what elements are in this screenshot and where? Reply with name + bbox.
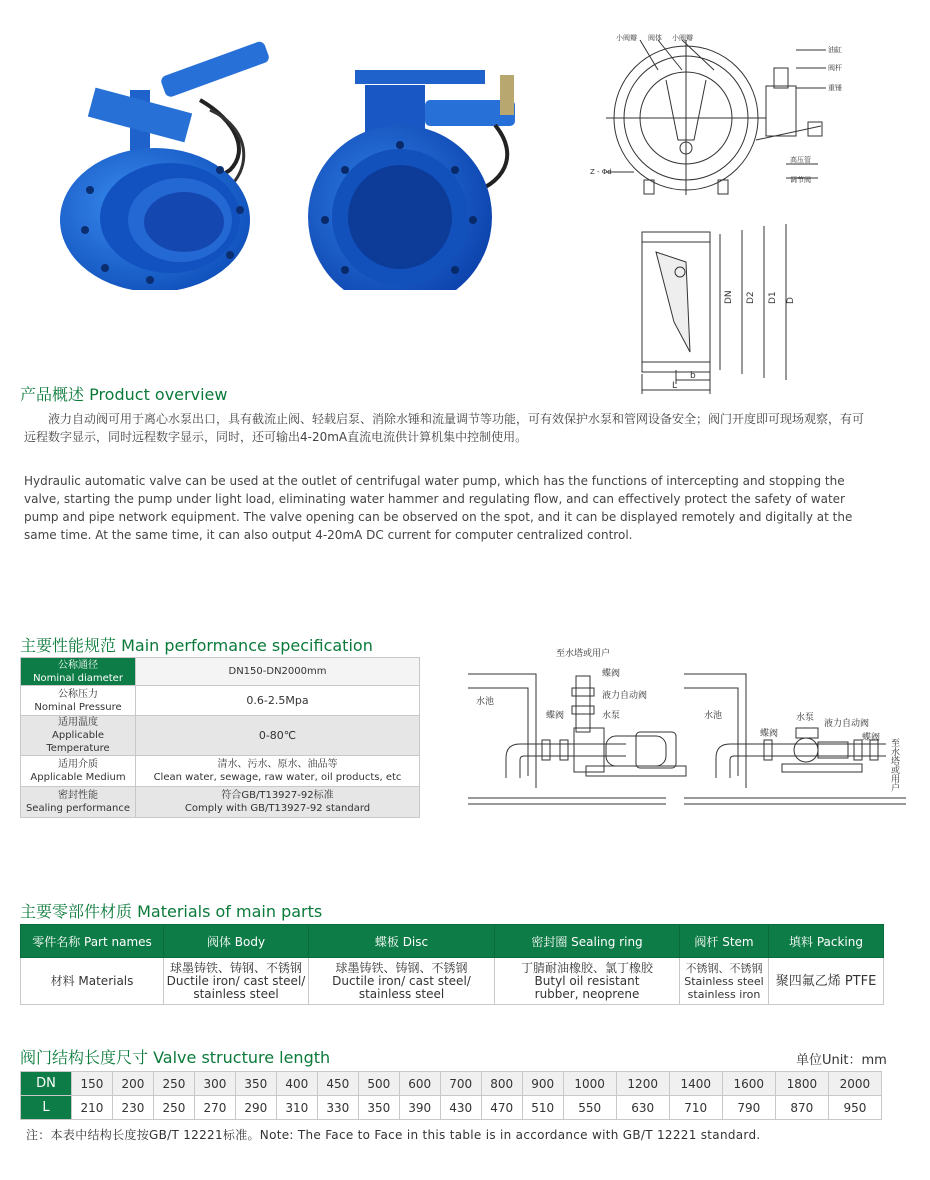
spec-value-line: 0-80℃ xyxy=(258,729,297,742)
length-dn-cell: 1000 xyxy=(563,1072,616,1096)
materials-cell xyxy=(495,958,680,1005)
spec-value xyxy=(136,686,420,716)
install-hydraulic-valve-right: 液力自动阀 xyxy=(824,719,870,729)
length-l-cell: 710 xyxy=(669,1096,722,1120)
label-small-valve-2: 小阀瓣 xyxy=(672,34,693,42)
label-valve-stem: 阀杆 xyxy=(828,64,842,72)
length-l-cell: 290 xyxy=(235,1096,276,1120)
spec-key xyxy=(21,686,136,716)
length-l-cell: 330 xyxy=(317,1096,358,1120)
length-dn-cell: 1400 xyxy=(669,1072,722,1096)
length-l-cell: 210 xyxy=(72,1096,113,1120)
length-l-cell: 230 xyxy=(112,1096,153,1120)
label-l: L xyxy=(672,381,678,391)
length-l-cell: 270 xyxy=(194,1096,235,1120)
spec-table xyxy=(20,657,420,818)
label-small-valve-1: 小阀瓣 xyxy=(616,34,637,42)
length-dn-cell: 1200 xyxy=(616,1072,669,1096)
length-dn-row xyxy=(21,1072,882,1096)
materials-row xyxy=(21,958,884,1005)
materials-cell xyxy=(164,958,309,1005)
spec-value-line: 清水、污水、原水、油品等 xyxy=(217,759,338,770)
install-pump-right: 水泵 xyxy=(796,713,815,723)
length-table xyxy=(20,1071,882,1120)
length-l-cell: 350 xyxy=(358,1096,399,1120)
spec-row xyxy=(21,787,420,818)
spec-value-line: DN150-DN2000mm xyxy=(228,666,327,677)
label-z-phi-d: Z - Φd xyxy=(590,168,612,176)
materials-title: 主要零部件材质 Materials of main parts xyxy=(20,902,323,921)
length-dn-cell: 400 xyxy=(276,1072,317,1096)
overview-title: 产品概述 Product overview xyxy=(20,385,228,404)
label-dn: DN xyxy=(724,290,734,304)
length-l-cell: 630 xyxy=(616,1096,669,1120)
label-b: b xyxy=(690,371,696,381)
materials-cell-line: rubber, neoprene xyxy=(534,986,640,1001)
spec-key-cn: 公称压力 xyxy=(58,688,98,700)
materials-cell-line: Ductile iron/ cast steel/ xyxy=(166,973,306,988)
length-dn-cell: 450 xyxy=(317,1072,358,1096)
spec-key-cn: 密封性能 xyxy=(58,790,98,801)
length-dn-cell: 500 xyxy=(358,1072,399,1096)
length-l-cell: 470 xyxy=(481,1096,522,1120)
length-dn-cell: 900 xyxy=(522,1072,563,1096)
length-note: 注：本表中结构长度按GB/T 12221标准。Note: The Face to Face in this table is in accordance with GB/T 12221 standard. xyxy=(26,1128,761,1142)
length-dn-cell: 2000 xyxy=(828,1072,881,1096)
length-dn-cell: 350 xyxy=(235,1072,276,1096)
length-l-cell: 510 xyxy=(522,1096,563,1120)
spec-key-en: Applicable Medium xyxy=(30,772,126,783)
length-dn-label: DN xyxy=(21,1072,72,1096)
materials-cell-line: stainless iron xyxy=(687,987,761,1001)
length-l-row xyxy=(21,1096,882,1120)
overview-cn-text: 液力自动阀可用于离心水泵出口，具有截流止阀、轻载启泵、消除水锤和流量调节等功能，可有效保护水泵和管网设备安全；阀门开度即可现场观察，有可远程数字显示，同时远程数字显示，同时，还可输出4-20mA直流电流供计算机集中控制使用。 xyxy=(24,412,865,444)
spec-key-en: Applicable Temperature xyxy=(46,730,110,754)
length-l-cell: 870 xyxy=(775,1096,828,1120)
spec-row xyxy=(21,686,420,716)
spec-key xyxy=(21,716,136,756)
length-l-label: L xyxy=(21,1096,72,1120)
valve-photo-right xyxy=(305,45,535,290)
length-dn-cell: 250 xyxy=(153,1072,194,1096)
materials-cell-line: Butyl oil resistant xyxy=(534,973,640,988)
install-to-tower-vertical: 至水塔或用户 xyxy=(889,738,899,792)
install-butterfly-valve-left: 蝶阀 xyxy=(546,711,565,721)
length-l-cell: 250 xyxy=(153,1096,194,1120)
spec-key-en: Nominal diameter xyxy=(33,672,123,684)
spec-key-en: Sealing performance xyxy=(25,803,131,814)
materials-header: 阀杆 Stem xyxy=(680,925,769,958)
spec-value xyxy=(136,787,420,818)
install-butterfly-valve-right2: 蝶阀 xyxy=(862,733,881,743)
length-l-cell: 950 xyxy=(828,1096,881,1120)
materials-header: 零件名称 Part names xyxy=(21,925,164,958)
label-body: 阀体 xyxy=(648,34,662,42)
materials-header: 填料 Packing xyxy=(769,925,884,958)
installation-diagram xyxy=(466,648,906,813)
label-d1: D1 xyxy=(768,291,778,304)
spec-value xyxy=(136,658,420,686)
install-pump-left: 水泵 xyxy=(602,711,621,721)
spec-key-cn: 适用温度 xyxy=(58,717,98,728)
length-dn-cell: 1600 xyxy=(722,1072,775,1096)
spec-row xyxy=(21,756,420,787)
overview-en-text: Hydraulic automatic valve can be used at the outlet of centrifugal water pump, which has the functions of intercepting and stopping the valve, starting the pump under light load, eliminating water hammer and regulating flow, and can effectively protect the safety of water pump and pipe network equipment. The valve opening can be observed on the spot, and it can be displayed remotely and digitally at the same time. At the same time, it can also output 4-20mA DC current for computer centralized control. xyxy=(24,474,853,542)
valve-section-drawing xyxy=(630,222,810,398)
length-l-cell: 790 xyxy=(722,1096,775,1120)
spec-key xyxy=(21,658,136,686)
spec-value-line-2: Comply with GB/T13927-92 standard xyxy=(184,803,371,814)
materials-cell-line: 聚四氟乙烯 PTFE xyxy=(775,973,877,989)
length-l-cell: 550 xyxy=(563,1096,616,1120)
materials-cell-line: Stainless steel xyxy=(684,974,764,988)
install-butterfly-valve-top: 蝶阀 xyxy=(602,669,621,679)
length-l-cell: 390 xyxy=(399,1096,440,1120)
spec-value xyxy=(136,756,420,787)
materials-cell-line: 丁腈耐油橡胶、氯丁橡胶 xyxy=(520,960,653,975)
install-pool-right: 水池 xyxy=(704,711,723,721)
valve-front-drawing xyxy=(586,30,852,200)
label-high-pressure-pipe: 高压管 xyxy=(790,156,811,164)
install-to-tower: 至水塔或用户 xyxy=(556,649,611,659)
spec-key xyxy=(21,756,136,787)
length-title: 阀门结构长度尺寸 Valve structure length xyxy=(20,1048,331,1067)
materials-cell-line: stainless steel xyxy=(358,986,445,1001)
spec-value-line: 符合GB/T13927-92标准 xyxy=(221,790,334,801)
materials-cell-line: 球墨铸铁、铸钢、不锈钢 xyxy=(169,960,302,975)
spec-value-line: 0.6-2.5Mpa xyxy=(246,694,309,707)
label-regulating-valve: 调节阀 xyxy=(790,176,811,184)
materials-cell-line: 球墨铸铁、铸钢、不锈钢 xyxy=(335,960,468,975)
materials-cell xyxy=(309,958,495,1005)
label-d: D xyxy=(786,297,796,304)
spec-row xyxy=(21,716,420,756)
materials-header: 蝶板 Disc xyxy=(309,925,495,958)
length-dn-cell: 700 xyxy=(440,1072,481,1096)
spec-value-line-2: Clean water, sewage, raw water, oil products, etc xyxy=(153,772,402,783)
materials-header: 阀体 Body xyxy=(164,925,309,958)
spec-title: 主要性能规范 Main performance specification xyxy=(20,636,373,655)
install-butterfly-valve-right1: 蝶阀 xyxy=(760,729,779,739)
spec-key xyxy=(21,787,136,818)
spec-row xyxy=(21,658,420,686)
materials-cell xyxy=(769,958,884,1005)
spec-key-cn: 公称通径 xyxy=(58,659,98,671)
length-dn-cell: 200 xyxy=(112,1072,153,1096)
length-dn-cell: 600 xyxy=(399,1072,440,1096)
install-pool-left: 水池 xyxy=(476,697,495,707)
materials-table xyxy=(20,924,884,1005)
materials-cell-line: 不锈钢、不锈钢 xyxy=(685,961,763,975)
length-l-cell: 430 xyxy=(440,1096,481,1120)
materials-header: 密封圈 Sealing ring xyxy=(495,925,680,958)
materials-cell xyxy=(680,958,769,1005)
length-unit: 单位Unit：mm xyxy=(796,1053,887,1068)
label-d2: D2 xyxy=(746,291,756,304)
length-l-cell: 310 xyxy=(276,1096,317,1120)
spec-key-en: Nominal Pressure xyxy=(34,701,122,713)
length-dn-cell: 300 xyxy=(194,1072,235,1096)
install-hydraulic-valve: 液力自动阀 xyxy=(602,691,648,701)
spec-key-cn: 适用介质 xyxy=(58,759,98,770)
spec-value xyxy=(136,716,420,756)
materials-header-row xyxy=(21,925,884,958)
materials-row-label: 材料 Materials xyxy=(21,958,164,1005)
valve-photo-left xyxy=(60,40,270,290)
length-dn-cell: 150 xyxy=(72,1072,113,1096)
label-oil-cylinder: 油缸 xyxy=(828,46,842,54)
label-weight: 重锤 xyxy=(828,84,842,92)
length-dn-cell: 800 xyxy=(481,1072,522,1096)
materials-cell-line: Ductile iron/ cast steel/ xyxy=(332,973,471,988)
materials-cell-line: stainless steel xyxy=(193,986,279,1001)
length-dn-cell: 1800 xyxy=(775,1072,828,1096)
